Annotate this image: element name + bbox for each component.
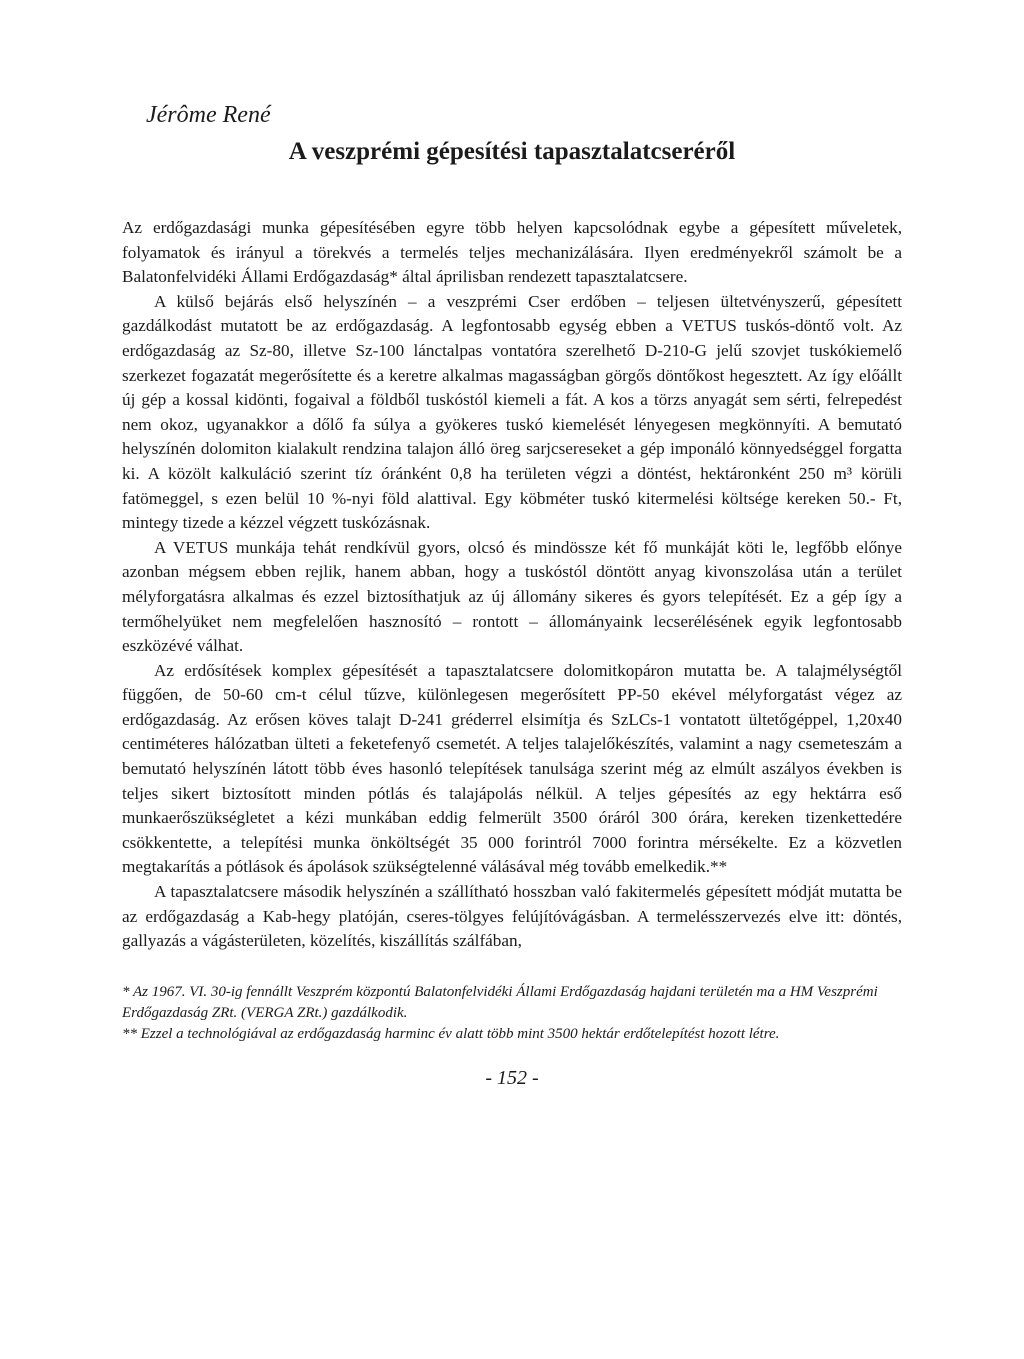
article-body <box>122 216 902 954</box>
paragraph-3: A VETUS munkája tehát rendkívül gyors, olcsó és mindössze két fő munkáját köti le, legfőbb előnye azonban mégsem ebben rejlik, hanem abban, hogy a tuskóstól döntött anyag kivonszolása után a terület mélyforgatásra alkalmas és ezzel biztosíthatjuk az új állomány sikeres és gyors telepítését. Ez a gép így a termőhelyüket nem megfelelően hasznosító – rontott – állományaink lecserélésének egyik legfontosabb eszközévé válhat. <box>122 537 902 656</box>
paragraph-1: Az erdőgazdasági munka gépesítésében egyre több helyen kapcsolódnak egybe a gépesített műveletek, folyamatok és irányul a törekvés a termelés teljes mechanizálására. Ilyen eredményekről számolt be a Balatonfelvidéki Állami Erdőgazdaság* által áprilisban rendezett tapasztalatcsere. <box>122 218 902 287</box>
paragraph-2: A külső bejárás első helyszínén – a veszprémi Cser erdőben – teljesen ültetvényszerű, gépesített gazdálkodást mutatott be az erdőgazdaság. A legfontosabb egység ebben a VETUS tuskós-döntő volt. Az erdőgazdaság az Sz-80, illetve Sz-100 lánctalpas vontatóra szerelhető D-210-G jelű szovjet tuskókiemelő szerkezet fogazatát megerősítette és a keretre alkalmas magasságban görgős döntőkost hegesztett. Az így előállt új gép a kossal kidönti, fogaival a földből tuskóstól kiemeli a fát. A kos a törzs anyagát sem sérti, felrepedést nem okoz, ugyanakkor a dőlő fa súlya a gyökeres tuskó kiemelését lényegesen megkönnyíti. A bemutató helyszínén dolomiton kialakult rendzina talajon álló öreg sarjcsereseket a gép imponáló könnyedséggel forgatta ki. A közölt kalkuláció szerint tíz óránként 0,8 ha területen végzi a döntést, hektáronként 250 m³ körüli fatömeggel, s ezen belül 10 %-nyi föld alattival. Egy köbméter tuskó kitermelési költsége kereken 50.- Ft, mintegy tizede a kézzel végzett tuskózásnak. <box>122 291 902 533</box>
footnote-2: ** Ezzel a technológiával az erdőgazdaság harminc év alatt több mint 3500 hektár erdőtelepítést hozott létre. <box>122 1025 780 1042</box>
author-name: Jérôme René <box>146 102 271 128</box>
paragraph-5: A tapasztalatcsere második helyszínén a szállítható hosszban való fakitermelés gépesített módját mutatta be az erdőgazdaság a Kab-hegy platóján, cseres-tölgyes felújítóvágásban. A termelésszervezés elve itt: döntés, gallyazás a vágásterületen, közelítés, kiszállítás szálfában, <box>122 882 902 951</box>
article-title: A veszprémi gépesítési tapasztalatcseréről <box>288 138 736 165</box>
paragraph-4: Az erdősítések komplex gépesítését a tapasztalatcsere dolomitkopáron mutatta be. A talajmélységtől függően, de 50-60 cm-t célul tűzve, különlegesen megerősített PP-50 ekével mélyforgatást végez az erdőgazdaság. Az erősen köves talajt D-241 gréderrel elsimítja és SzLCs-1 vontatott ültetőgéppel, 1,20x40 centiméteres hálózatban ülteti a feketefenyő csemetét. A teljes talajelőkészítés, valamint a nagy csemeteszám a bemutató helyszínén látott több éves hasonló telepítések tanulsága szerint még az elmúlt aszályos években is teljes sikert biztosított minden pótlás és talajápolás nélkül. A teljes gépesítés az egy hektárra eső munkaerőszükségletet a kézi munkában eddig felmerült 3500 óráról 300 órára, kereken tizenkettedére csökkentette, a telepítési munka önköltségét 35 000 forintról 7000 forintra mérsékelte. Ez a közvetlen megtakarítás a pótlások és ápolások szükségtelenné válásával még tovább emelkedik.** <box>122 660 902 877</box>
document-page <box>122 100 902 1090</box>
footnotes <box>122 982 902 1045</box>
page-number: - 152 - <box>485 1066 539 1089</box>
footnote-1: * Az 1967. VI. 30-ig fennállt Veszprém központú Balatonfelvidéki Állami Erdőgazdaság hajdani területén ma a HM Veszprémi Erdőgazdaság ZRt. (VERGA ZRt.) gazdálkodik. <box>122 983 878 1021</box>
